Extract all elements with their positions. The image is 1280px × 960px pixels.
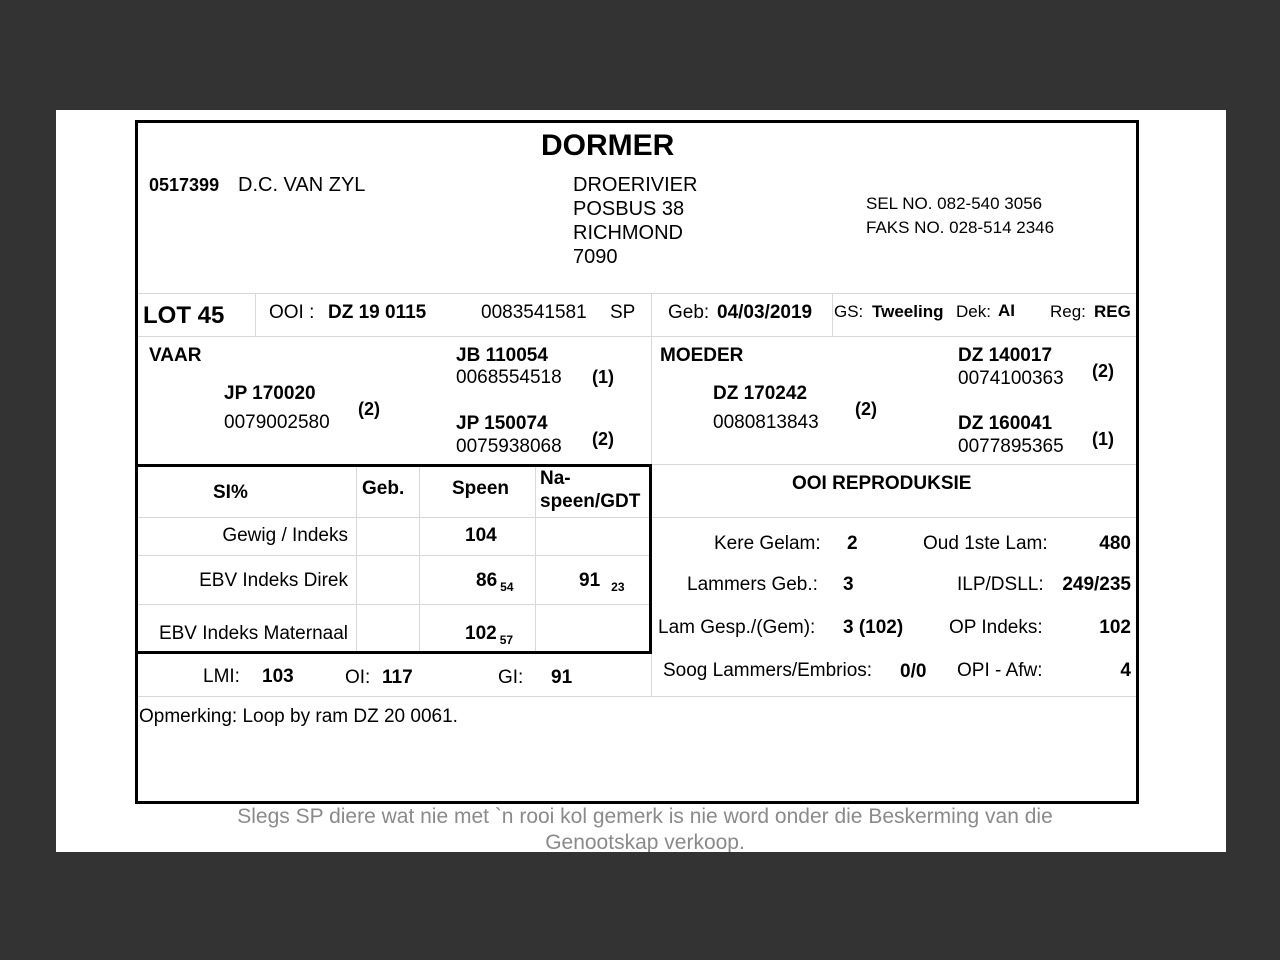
cell-number: SEL NO. 082-540 3056 bbox=[866, 194, 1043, 213]
vaar-count: (2) bbox=[358, 399, 380, 419]
row-label: EBV Indeks Maternaal bbox=[158, 623, 348, 644]
lammers-label: Lammers Geb.: bbox=[687, 574, 818, 595]
moeder-number: 0080813843 bbox=[713, 412, 819, 433]
divider bbox=[652, 464, 1136, 465]
naspeen-accuracy: 23 bbox=[611, 580, 625, 594]
divider bbox=[138, 555, 650, 556]
address-line: DROERIVIER bbox=[573, 174, 698, 196]
ooi-label: OOI : bbox=[269, 302, 315, 323]
speen-value-main: 86 bbox=[476, 570, 498, 591]
speen-header: Speen bbox=[452, 478, 510, 499]
row-label: Gewig / Indeks bbox=[222, 525, 348, 546]
speen-accuracy: 57 bbox=[499, 633, 514, 647]
ooi-number: 0083541581 bbox=[481, 302, 587, 323]
row-label: EBV Indeks Direk bbox=[199, 570, 348, 591]
remark-text: Loop by ram DZ 20 0061. bbox=[242, 706, 458, 727]
divider bbox=[652, 517, 1136, 518]
si-table-border bbox=[138, 651, 652, 654]
naspeen-value-main: 91 bbox=[579, 570, 601, 591]
divider bbox=[535, 466, 536, 652]
speen-value bbox=[465, 623, 514, 647]
vaar-label: VAAR bbox=[149, 345, 202, 366]
moeder-count: (2) bbox=[855, 399, 877, 419]
speen-value-main: 102 bbox=[465, 623, 497, 644]
disclaimer-line: Genootskap verkoop. bbox=[545, 831, 745, 852]
lammers-value: 3 bbox=[843, 574, 854, 595]
remark bbox=[139, 707, 458, 726]
breeder-id: 0517399 bbox=[149, 175, 220, 195]
divider bbox=[832, 294, 833, 336]
moeder-label: MOEDER bbox=[660, 345, 744, 366]
oi-value: 117 bbox=[382, 667, 413, 688]
gesp-value: 3 (102) bbox=[843, 617, 904, 638]
fax-number: FAKS NO. 028-514 2346 bbox=[866, 218, 1055, 237]
address-line: 7090 bbox=[573, 246, 618, 268]
kere-label: Kere Gelam: bbox=[714, 533, 821, 554]
si-header: SI% bbox=[213, 482, 248, 503]
vaar-number: 0079002580 bbox=[224, 412, 330, 433]
ooi-class: SP bbox=[610, 302, 636, 323]
divider bbox=[138, 336, 1136, 337]
gs-label: GS: bbox=[834, 302, 864, 321]
naspeen-header: Na- bbox=[540, 468, 571, 489]
lmi-label: LMI: bbox=[203, 666, 240, 687]
op-value: 102 bbox=[1099, 617, 1131, 638]
speen-value: 104 bbox=[465, 525, 497, 546]
dek-value: AI bbox=[998, 301, 1015, 320]
divider bbox=[419, 466, 420, 652]
gi-label: GI: bbox=[498, 667, 524, 688]
disclaimer-line: Slegs SP diere wat nie met `n rooi kol gemerk is nie word onder die Beskerming van die bbox=[237, 805, 1053, 828]
si-table-border bbox=[649, 464, 652, 654]
moeder-id: DZ 170242 bbox=[713, 383, 808, 404]
breeder-name: D.C. VAN ZYL bbox=[238, 174, 366, 196]
disclaimer bbox=[150, 804, 1140, 852]
vaar-sire-id: JB 110054 bbox=[456, 345, 548, 366]
divider bbox=[356, 466, 357, 652]
vaar-dam-id: JP 150074 bbox=[456, 413, 548, 434]
kere-value: 2 bbox=[847, 533, 858, 554]
moeder-dam-count: (1) bbox=[1092, 429, 1114, 449]
breed-title: DORMER bbox=[541, 129, 675, 162]
divider bbox=[138, 604, 650, 605]
divider bbox=[138, 293, 1136, 294]
vaar-sire-number: 0068554518 bbox=[456, 367, 562, 388]
geb-header: Geb. bbox=[362, 478, 405, 499]
moeder-sire-count: (2) bbox=[1092, 361, 1114, 381]
lot-number: LOT 45 bbox=[143, 302, 225, 329]
moeder-dam-id: DZ 160041 bbox=[958, 413, 1053, 434]
soog-label: Soog Lammers/Embrios: bbox=[663, 660, 873, 681]
oud-value: 480 bbox=[1099, 533, 1131, 554]
vaar-id: JP 170020 bbox=[224, 383, 316, 404]
naspeen-header: speen/GDT bbox=[540, 491, 641, 512]
oud-label: Oud 1ste Lam: bbox=[923, 533, 1048, 554]
vaar-dam-count: (2) bbox=[592, 429, 614, 449]
op-label: OP Indeks: bbox=[949, 617, 1043, 638]
soog-value: 0/0 bbox=[900, 661, 927, 682]
si-table-border bbox=[138, 464, 652, 467]
naspeen-value bbox=[579, 570, 625, 594]
opi-label: OPI - Afw: bbox=[957, 660, 1043, 681]
vaar-sire-count: (1) bbox=[592, 367, 614, 387]
ilp-value: 249/235 bbox=[1062, 574, 1131, 595]
vaar-dam-number: 0075938068 bbox=[456, 436, 562, 457]
birth-date: 04/03/2019 bbox=[717, 302, 813, 323]
reg-label: Reg: bbox=[1050, 302, 1086, 321]
ooi-id: DZ 19 0115 bbox=[328, 302, 427, 323]
speen-value bbox=[476, 570, 514, 594]
gs-value: Tweeling bbox=[872, 302, 944, 321]
moeder-sire-number: 0074100363 bbox=[958, 368, 1064, 389]
lmi-value: 103 bbox=[262, 666, 294, 687]
divider bbox=[138, 517, 650, 518]
moeder-dam-number: 0077895365 bbox=[958, 436, 1064, 457]
address-line: POSBUS 38 bbox=[573, 198, 685, 220]
gi-value: 91 bbox=[551, 667, 573, 688]
reg-value: REG bbox=[1094, 302, 1131, 321]
birth-label: Geb: bbox=[668, 302, 710, 323]
address-line: RICHMOND bbox=[573, 222, 683, 244]
gesp-label: Lam Gesp./(Gem): bbox=[658, 617, 816, 638]
oi-label: OI: bbox=[345, 667, 371, 688]
speen-accuracy: 54 bbox=[500, 580, 514, 594]
divider bbox=[255, 294, 256, 336]
remark-label: Opmerking: bbox=[139, 706, 238, 727]
reproduction-title: OOI REPRODUKSIE bbox=[792, 473, 972, 494]
opi-value: 4 bbox=[1120, 660, 1131, 681]
dek-label: Dek: bbox=[956, 302, 991, 321]
divider bbox=[138, 696, 1136, 697]
moeder-sire-id: DZ 140017 bbox=[958, 345, 1053, 366]
ilp-label: ILP/DSLL: bbox=[957, 574, 1044, 595]
